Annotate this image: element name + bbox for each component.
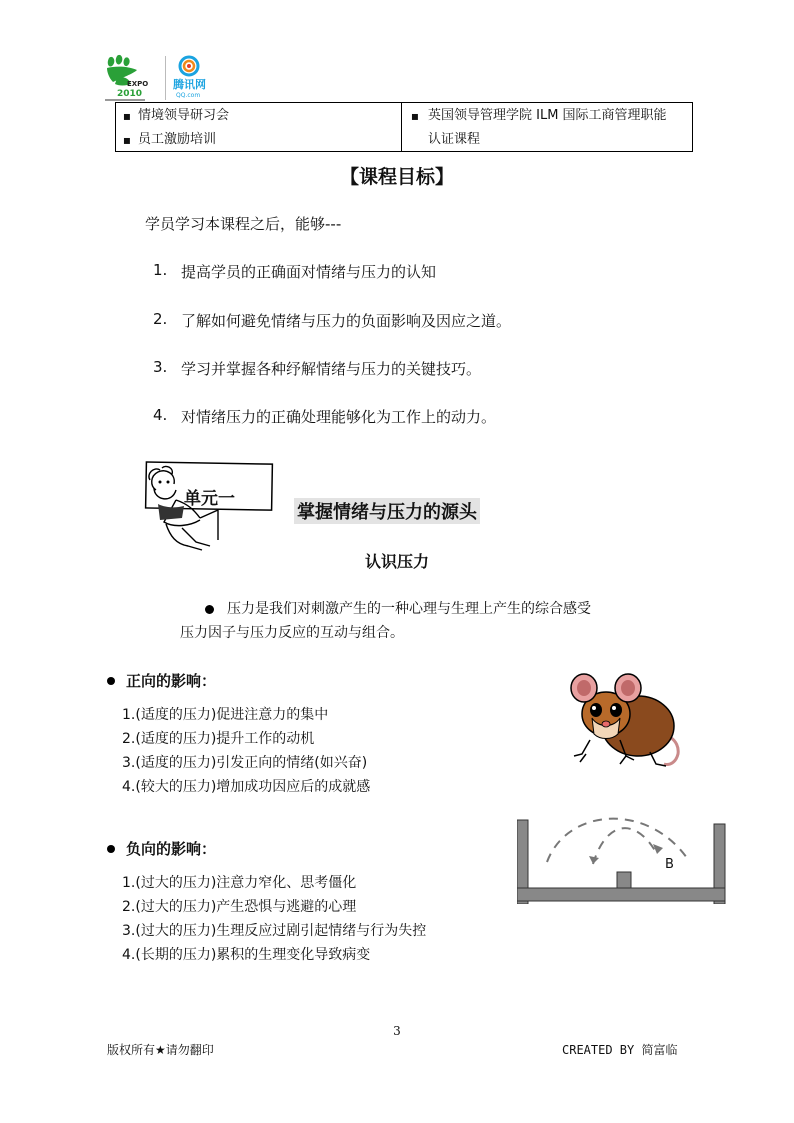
section-title: 【课程目标】 [339, 166, 454, 188]
page-number: 3 [393, 1024, 401, 1038]
heading-label: 正向的影响： [126, 672, 217, 690]
course-item [402, 104, 692, 128]
bullet-icon: ▪ [122, 133, 132, 147]
list-item: 1.(适度的压力)促进注意力的集中 [122, 707, 329, 723]
goal-number: 1. [153, 261, 168, 279]
list-item: 2.(适度的压力)提升工作的动机 [122, 731, 315, 747]
goal-number: 4. [153, 406, 168, 424]
intro-text: 学员学习本课程之后，能够--- [145, 215, 342, 233]
course-item [116, 104, 401, 128]
goal-text: 了解如何避免情绪与压力的负面影响及因应之道。 [181, 312, 512, 330]
bullet-icon: ▪ [122, 109, 132, 123]
bullet-icon: ▪ [410, 109, 420, 123]
goal-text: 学习并掌握各种纾解情绪与压力的关键技巧。 [181, 360, 482, 378]
svg-text:2010: 2010 [117, 89, 143, 99]
goal-item [153, 310, 511, 331]
footer-author: CREATED BY 简富临 [562, 1043, 678, 1057]
goal-item [153, 358, 481, 379]
course-item-label: 员工激励培训 [138, 132, 217, 147]
list-item: 4.(长期的压力)累积的生理变化导致病变 [122, 947, 371, 963]
bullet-dot-icon [205, 605, 214, 614]
svg-text:腾讯网: 腾讯网 [173, 78, 206, 91]
course-list-table [115, 102, 693, 152]
course-item-label: 英国领导管理学院 ILM 国际工商管理职能 [428, 108, 667, 123]
definition-line: 压力因子与压力反应的互动与组合。 [180, 625, 404, 641]
goal-item [153, 261, 436, 282]
stress-definition [180, 597, 660, 645]
subtitle: 认识压力 [364, 552, 429, 571]
heading-label: 负向的影响： [126, 840, 217, 858]
bullet-dot-icon [107, 677, 115, 685]
negative-effects-list [122, 871, 426, 967]
list-item: 1.(过大的压力)注意力窄化、思考僵化 [122, 875, 357, 891]
list-item: 3.(过大的压力)生理反应过剧引起情绪与行为失控 [122, 923, 427, 939]
goal-item [153, 406, 496, 427]
positive-heading [107, 670, 216, 691]
goal-number: 3. [153, 358, 168, 376]
footer-copyright: 版权所有★请勿翻印 [107, 1043, 214, 1057]
expo-2010-logo [103, 52, 161, 104]
list-item: 3.(适度的压力)引发正向的情绪(如兴奋) [122, 755, 368, 771]
svg-text:EXPO: EXPO [127, 80, 149, 88]
course-list-left-cell [116, 103, 402, 151]
course-item-label: 情境领导研习会 [138, 108, 230, 123]
goal-text: 提高学员的正确面对情绪与压力的认知 [181, 263, 437, 281]
unit-title: 掌握情绪与压力的源头 [294, 498, 480, 524]
jump-diagram [517, 808, 729, 904]
qq-com-logo [172, 54, 210, 100]
svg-text:QQ.com: QQ.com [176, 92, 201, 99]
negative-heading [107, 838, 216, 859]
mouse-illustration-icon [560, 668, 685, 778]
positive-effects-list [122, 703, 370, 799]
goal-number: 2. [153, 310, 168, 328]
svg-text:B: B [665, 857, 674, 872]
logo-separator [165, 56, 166, 100]
unit-label: 单元一 [184, 489, 235, 509]
list-item: 2.(过大的压力)产生恐惧与逃避的心理 [122, 899, 357, 915]
course-item-label: 认证课程 [428, 132, 481, 147]
course-item [116, 128, 401, 152]
list-item: 4.(较大的压力)增加成功因应后的成就感 [122, 779, 371, 795]
bullet-dot-icon [107, 845, 115, 853]
definition-line: 压力是我们对刺激产生的一种心理与生理上产生的综合感受 [227, 601, 591, 617]
course-item-continuation [402, 128, 692, 152]
course-list-right-cell [402, 103, 692, 151]
goal-text: 对情绪压力的正确处理能够化为工作上的动力。 [181, 408, 497, 426]
